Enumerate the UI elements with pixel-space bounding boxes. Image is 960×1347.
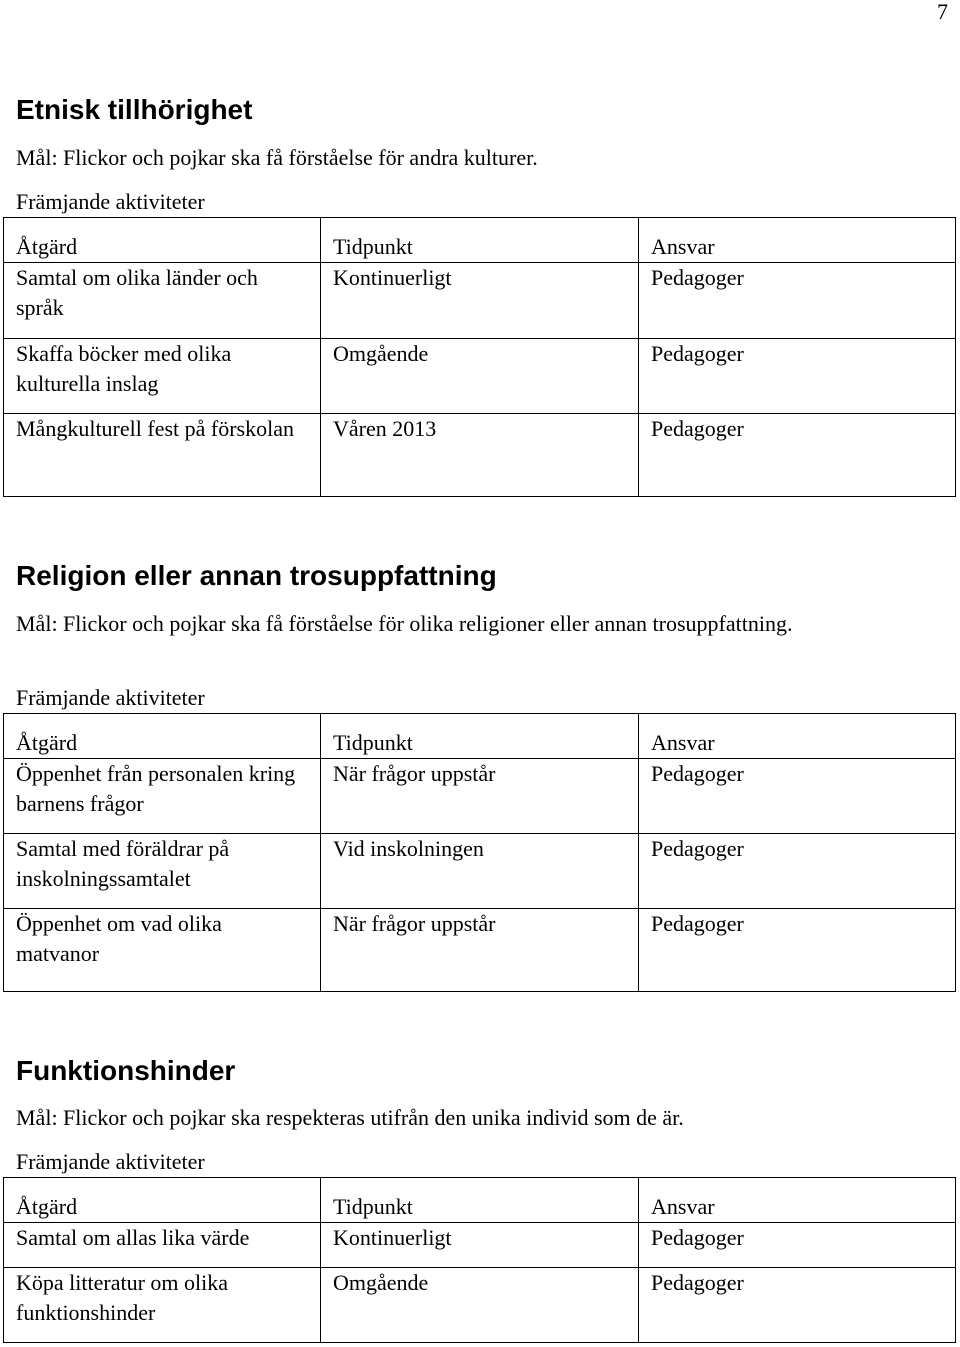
section-heading-etnisk: Etnisk tillhörighet <box>16 94 253 125</box>
table-cell-ansvar: Pedagoger <box>639 759 956 834</box>
table-cell-tidpunkt: Kontinuerligt <box>321 263 639 339</box>
table-cell-tidpunkt: När frågor uppstår <box>321 909 639 992</box>
table-header-row <box>4 714 956 759</box>
table-row <box>4 759 956 834</box>
table-cell-ansvar: Pedagoger <box>639 834 956 909</box>
table-cell-atgard: Köpa litteratur om olika funktionshinder <box>4 1268 321 1343</box>
table-cell-ansvar: Pedagoger <box>639 1268 956 1343</box>
table-cell-tidpunkt: Omgående <box>321 339 639 414</box>
activities-table-religion <box>3 713 956 992</box>
table-row <box>4 834 956 909</box>
column-header-atgard: Åtgärd <box>4 714 321 759</box>
column-header-atgard: Åtgärd <box>4 1178 321 1223</box>
page-number: 7 <box>937 0 948 24</box>
table-cell-atgard: Skaffa böcker med olika kulturella inslag <box>4 339 321 414</box>
table-row <box>4 909 956 992</box>
table-header-row <box>4 218 956 263</box>
table-cell-ansvar: Pedagoger <box>639 909 956 992</box>
table-row <box>4 263 956 339</box>
table-cell-atgard: Samtal om allas lika värde <box>4 1223 321 1268</box>
section-heading-religion: Religion eller annan trosuppfattning <box>16 560 497 591</box>
table-cell-ansvar: Pedagoger <box>639 339 956 414</box>
section-subheading-funktionshinder: Främjande aktiviteter <box>16 1149 205 1174</box>
table-cell-tidpunkt: Våren 2013 <box>321 414 639 497</box>
section-heading-funktionshinder: Funktionshinder <box>16 1055 236 1086</box>
section-goal-religion: Mål: Flickor och pojkar ska få förståelse för olika religioner eller annan trosuppfattning. <box>16 611 793 636</box>
section-goal-funktionshinder: Mål: Flickor och pojkar ska respekteras utifrån den unika individ som de är. <box>16 1105 684 1130</box>
column-header-tidpunkt: Tidpunkt <box>321 218 639 263</box>
section-subheading-religion: Främjande aktiviteter <box>16 685 205 710</box>
table-header-row <box>4 1178 956 1223</box>
table-row <box>4 414 956 497</box>
table-row <box>4 1268 956 1343</box>
column-header-tidpunkt: Tidpunkt <box>321 1178 639 1223</box>
table-cell-ansvar: Pedagoger <box>639 263 956 339</box>
table-cell-tidpunkt: När frågor uppstår <box>321 759 639 834</box>
table-cell-tidpunkt: Omgående <box>321 1268 639 1343</box>
table-row <box>4 339 956 414</box>
table-cell-ansvar: Pedagoger <box>639 1223 956 1268</box>
table-cell-atgard: Samtal om olika länder och språk <box>4 263 321 339</box>
column-header-atgard: Åtgärd <box>4 218 321 263</box>
table-cell-ansvar: Pedagoger <box>639 414 956 497</box>
column-header-ansvar: Ansvar <box>639 714 956 759</box>
column-header-tidpunkt: Tidpunkt <box>321 714 639 759</box>
activities-table-funktionshinder <box>3 1177 956 1343</box>
table-row <box>4 1223 956 1268</box>
column-header-ansvar: Ansvar <box>639 1178 956 1223</box>
table-cell-atgard: Öppenhet om vad olika matvanor <box>4 909 321 992</box>
section-goal-etnisk: Mål: Flickor och pojkar ska få förståelse för andra kulturer. <box>16 145 538 170</box>
table-cell-atgard: Öppenhet från personalen kring barnens frågor <box>4 759 321 834</box>
activities-table-etnisk <box>3 217 956 497</box>
section-subheading-etnisk: Främjande aktiviteter <box>16 189 205 214</box>
table-cell-tidpunkt: Kontinuerligt <box>321 1223 639 1268</box>
table-cell-atgard: Samtal med föräldrar på inskolningssamtalet <box>4 834 321 909</box>
table-cell-tidpunkt: Vid inskolningen <box>321 834 639 909</box>
table-cell-atgard: Mångkulturell fest på förskolan <box>4 414 321 497</box>
column-header-ansvar: Ansvar <box>639 218 956 263</box>
